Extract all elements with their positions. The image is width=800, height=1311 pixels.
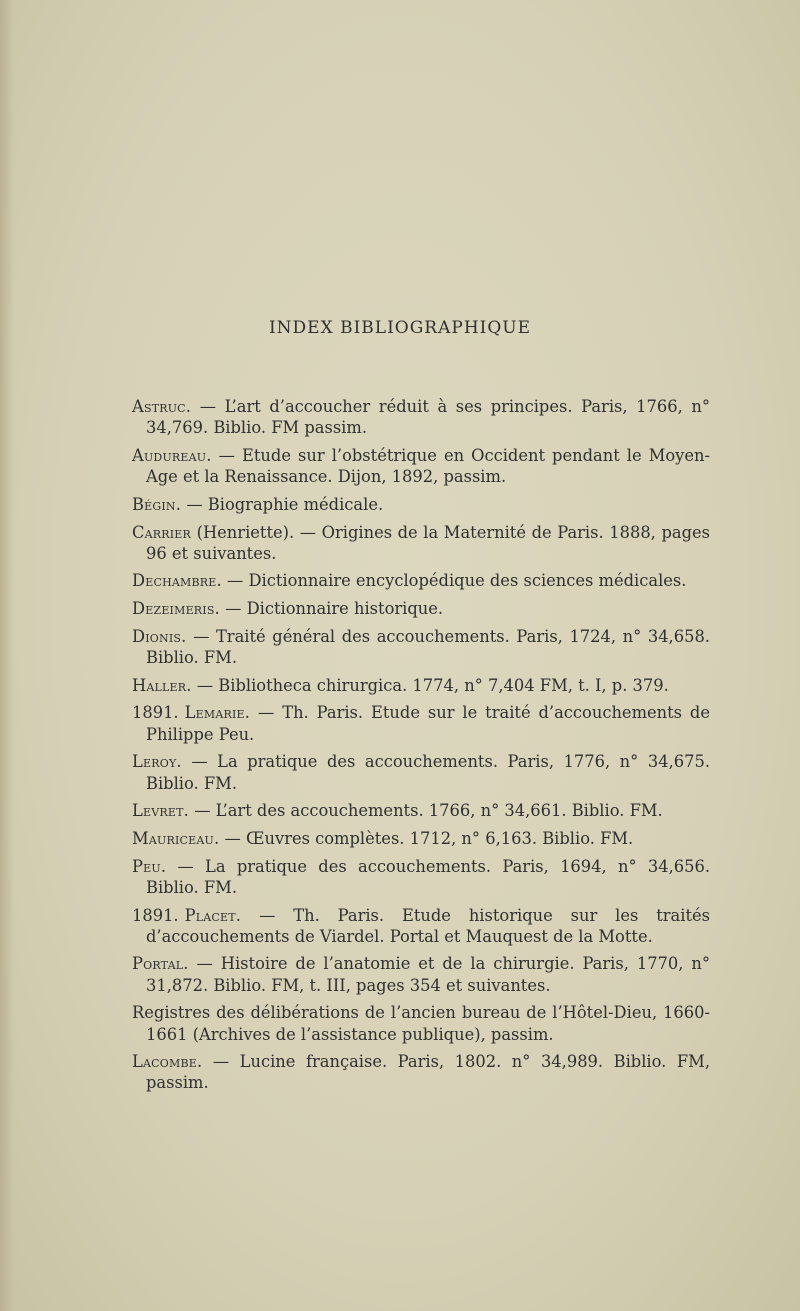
entry-text: — Dictionnaire encyclopédique des sciences médicales. xyxy=(221,571,687,591)
entry-text: — L’art des accouchements. 1766, n° 34,661. Biblio. FM. xyxy=(189,801,663,821)
entry-author: Levret. xyxy=(132,801,190,821)
entry-author: Bégin. xyxy=(132,494,182,514)
entry-text: — Lucine française. Paris, 1802. n° 34,989. Biblio. FM, passim. xyxy=(146,1052,710,1093)
bibliography-entry xyxy=(132,828,710,849)
entry-text: — Th. Paris. Etude historique sur les traités d’accouchements de Viardel. Portal et Mauquest de la Motte. xyxy=(146,905,710,946)
bibliography-entry xyxy=(132,675,710,696)
entry-author: Dionis. xyxy=(132,626,187,646)
entry-author: Audureau. xyxy=(132,445,212,465)
bibliography-entry xyxy=(132,626,710,668)
bibliography-entry xyxy=(132,905,710,947)
bibliography-entry xyxy=(132,751,710,793)
entry-text: — Th. Paris. Etude sur le traité d’accouchements de Philippe Peu. xyxy=(146,703,710,744)
entry-author: Leroy. xyxy=(132,752,182,772)
entry-author: Portal. xyxy=(132,954,189,974)
entry-author: Haller. xyxy=(132,675,192,695)
entry-text: — Etude sur l’obstétrique en Occident pendant le Moyen-Age et la Renaissance. Dijon, 1892, passim. xyxy=(146,445,710,487)
entry-text: (Henriette). — Origines de la Maternité de Paris. 1888, pages 96 et suivantes. xyxy=(146,522,710,563)
bibliography-entry xyxy=(132,702,710,744)
entry-author: Astruc. xyxy=(132,397,192,416)
entry-year: 1891. xyxy=(132,703,179,723)
entry-text: — Biographie médicale. xyxy=(181,494,384,514)
bibliography-entry xyxy=(132,800,710,821)
entry-author: Peu. xyxy=(132,856,167,876)
bibliography-entry xyxy=(132,494,710,515)
entry-text: — L’art d’accoucher réduit à ses principes. Paris, 1766, n° 34,769. Biblio. FM passim. xyxy=(146,397,710,438)
entry-text: — Œuvres complètes. 1712, n° 6,163. Biblio. FM. xyxy=(219,828,634,848)
bibliography-list xyxy=(132,396,710,1100)
entry-text: — Histoire de l’anatomie et de la chirurgie. Paris, 1770, n° 31,872. Biblio. FM, t. III, pages 354 et suivantes. xyxy=(146,954,710,995)
bibliography-entry xyxy=(132,396,710,438)
entry-year: 1891. xyxy=(132,905,179,925)
entry-author: Carrier xyxy=(132,522,192,542)
bibliography-entry xyxy=(132,953,710,995)
entry-text: — Traité général des accouchements. Paris, 1724, n° 34,658. Biblio. FM. xyxy=(146,626,710,668)
entry-author: Dezeimeris. xyxy=(132,599,220,619)
page-title: INDEX BIBLIOGRAPHIQUE xyxy=(268,318,532,338)
bibliography-entry xyxy=(132,1051,710,1093)
bibliography-entry xyxy=(132,445,710,487)
page-edge xyxy=(0,0,14,1311)
entry-text: — La pratique des accouchements. Paris, 1776, n° 34,675. Biblio. FM. xyxy=(146,752,710,793)
bibliography-entry xyxy=(132,1002,710,1044)
entry-text: — Dictionnaire historique. xyxy=(219,599,444,619)
entry-author: Dechambre. xyxy=(132,571,222,591)
bibliography-entry xyxy=(132,856,710,898)
bibliography-entry xyxy=(132,570,710,591)
bibliography-entry xyxy=(132,522,710,564)
entry-text: — Bibliotheca chirurgica. 1774, n° 7,404 FM, t. I, p. 379. xyxy=(191,675,669,695)
entry-author: Mauriceau. xyxy=(132,828,220,848)
entry-text: Registres des délibérations de l’ancien bureau de l’Hôtel-Dieu, 1660-1661 (Archives de l’assistance publique), passim. xyxy=(132,1003,710,1044)
bibliography-entry xyxy=(132,598,710,619)
entry-author: Placet. xyxy=(184,905,242,925)
entry-text: — La pratique des accouchements. Paris, 1694, n° 34,656. Biblio. FM. xyxy=(146,856,710,897)
entry-author: Lemarie. xyxy=(184,703,251,723)
entry-author: Lacombe. xyxy=(132,1052,203,1072)
